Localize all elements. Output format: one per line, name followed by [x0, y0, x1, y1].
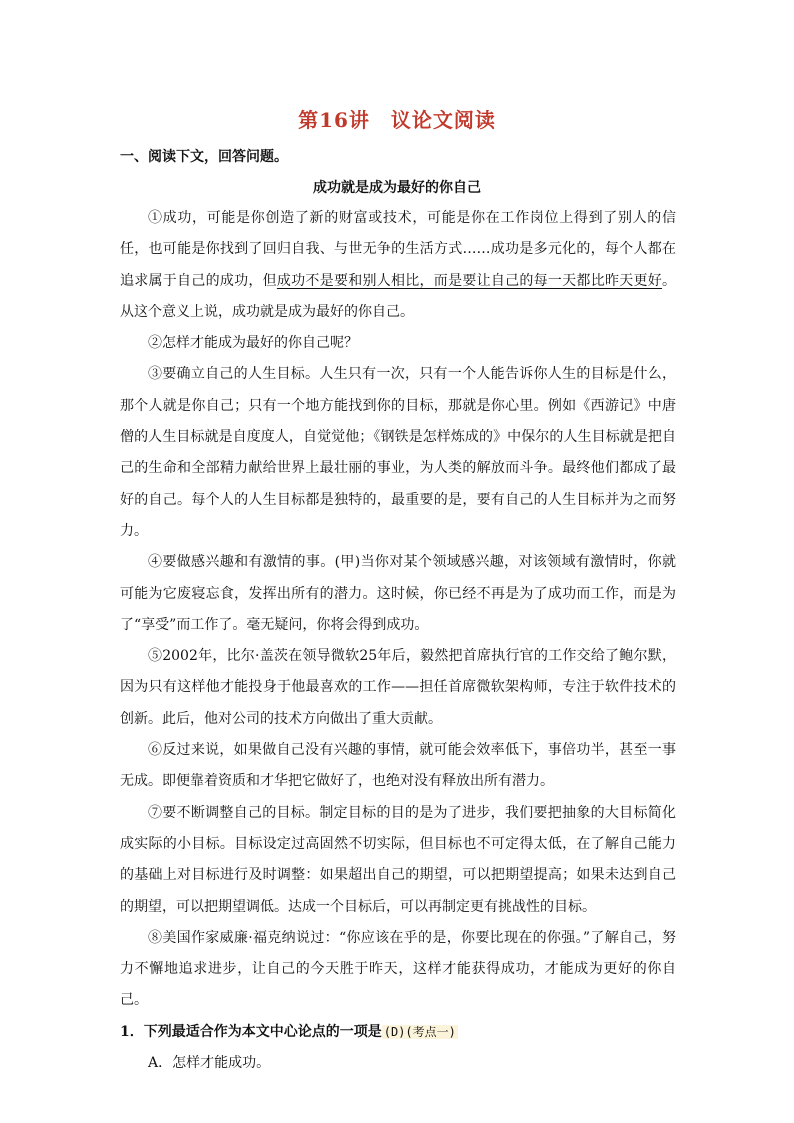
paragraph-3: ③要确立自己的人生目标。人生只有一次，只有一个人能告诉你人生的目标是什么，那个人就是你自己；只有一个地方能找到你的目标，那就是你心里。例如《西游记》中唐僧的人生目标就是自度度人，自觉觉他；《钢铁是怎样炼成的》中保尔的人生目标就是把自己的生命和全部精力献给世界上最壮丽的事业，为人类的解放而斗争。最终他们都成了最好的自己。每个人的人生目标都是独特的，最重要的是，要有自己的人生目标并为之而努力。 [120, 366, 676, 539]
paragraph-4: ④要做感兴趣和有激情的事。(甲)当你对某个领域感兴趣，对该领域有激情时，你就可能为它废寝忘食，发挥出所有的潜力。这时候，你已经不再是为了成功而工作，而是为了“享受”而工作了。毫无疑问，你将会得到成功。 [120, 554, 676, 633]
section-heading: 一、阅读下文，回答问题。 [120, 149, 288, 165]
paragraph-5: ⑤2002年，比尔·盖茨在领导微软25年后，毅然把首席执行官的工作交给了鲍尔默，因为只有这样他才能投身于他最喜欢的工作——担任首席微软架构师，专注于软件技术的创新。此后，他对公司的技术方向做出了重大贡献。 [120, 648, 676, 727]
question-1-option-a: A．怎样才能成功。 [148, 1055, 271, 1072]
paragraph-8: ⑧美国作家威廉·福克纳说过：“你应该在乎的是，你要比现在的你强。”了解自己，努力不懈地追求进步，让自己的今天胜于昨天，这样才能获得成功，才能成为更好的你自己。 [120, 929, 676, 1009]
paragraph-1-tail: 。从这个意义上说，成功就是成为最好的你自己。 [120, 272, 677, 320]
lesson-title: 第16讲 议论文阅读 [298, 108, 496, 132]
paragraph-2: ②怎样才能成为最好的你自己呢？ [148, 335, 358, 352]
underlined-sentence: 成功不是要和别人相比，而是要让自己的每一天都比昨天更好 [276, 272, 663, 289]
paragraph-1 [120, 203, 676, 328]
question-1 [120, 1017, 676, 1048]
question-1-answer: (D)(考点一) [383, 1024, 456, 1039]
article-body [120, 203, 676, 1079]
article-title: 成功就是成为最好的你自己 [313, 180, 481, 196]
paragraph-7: ⑦要不断调整自己的目标。制定目标的目的是为了进步，我们要把抽象的大目标简化成实际的小目标。目标设定过高固然不切实际，但目标也不可定得太低，在了解自己能力的基础上对目标进行及时调整：如果超出自己的期望，可以把期望提高；如果未达到自己的期望，可以把期望调低。达成一个目标后，可以再制定更有挑战性的目标。 [120, 804, 676, 915]
paragraph-6: ⑥反过来说，如果做自己没有兴趣的事情，就可能会效率低下，事倍功半，甚至一事无成。即便靠着资质和才华把它做好了，也绝对没有释放出所有潜力。 [120, 742, 676, 790]
paragraph-1-text: ①成功，可能是你创造了新的财富或技术，可能是你在工作岗位上得到了别人的信任，也可能是你找到了回归自我、与世无争的生活方式……成功是多元化的，每个人都在追求属于自己的成功，但 [120, 210, 676, 289]
question-1-prompt: 1．下列最适合作为本文中心论点的一项是 [120, 1023, 382, 1040]
